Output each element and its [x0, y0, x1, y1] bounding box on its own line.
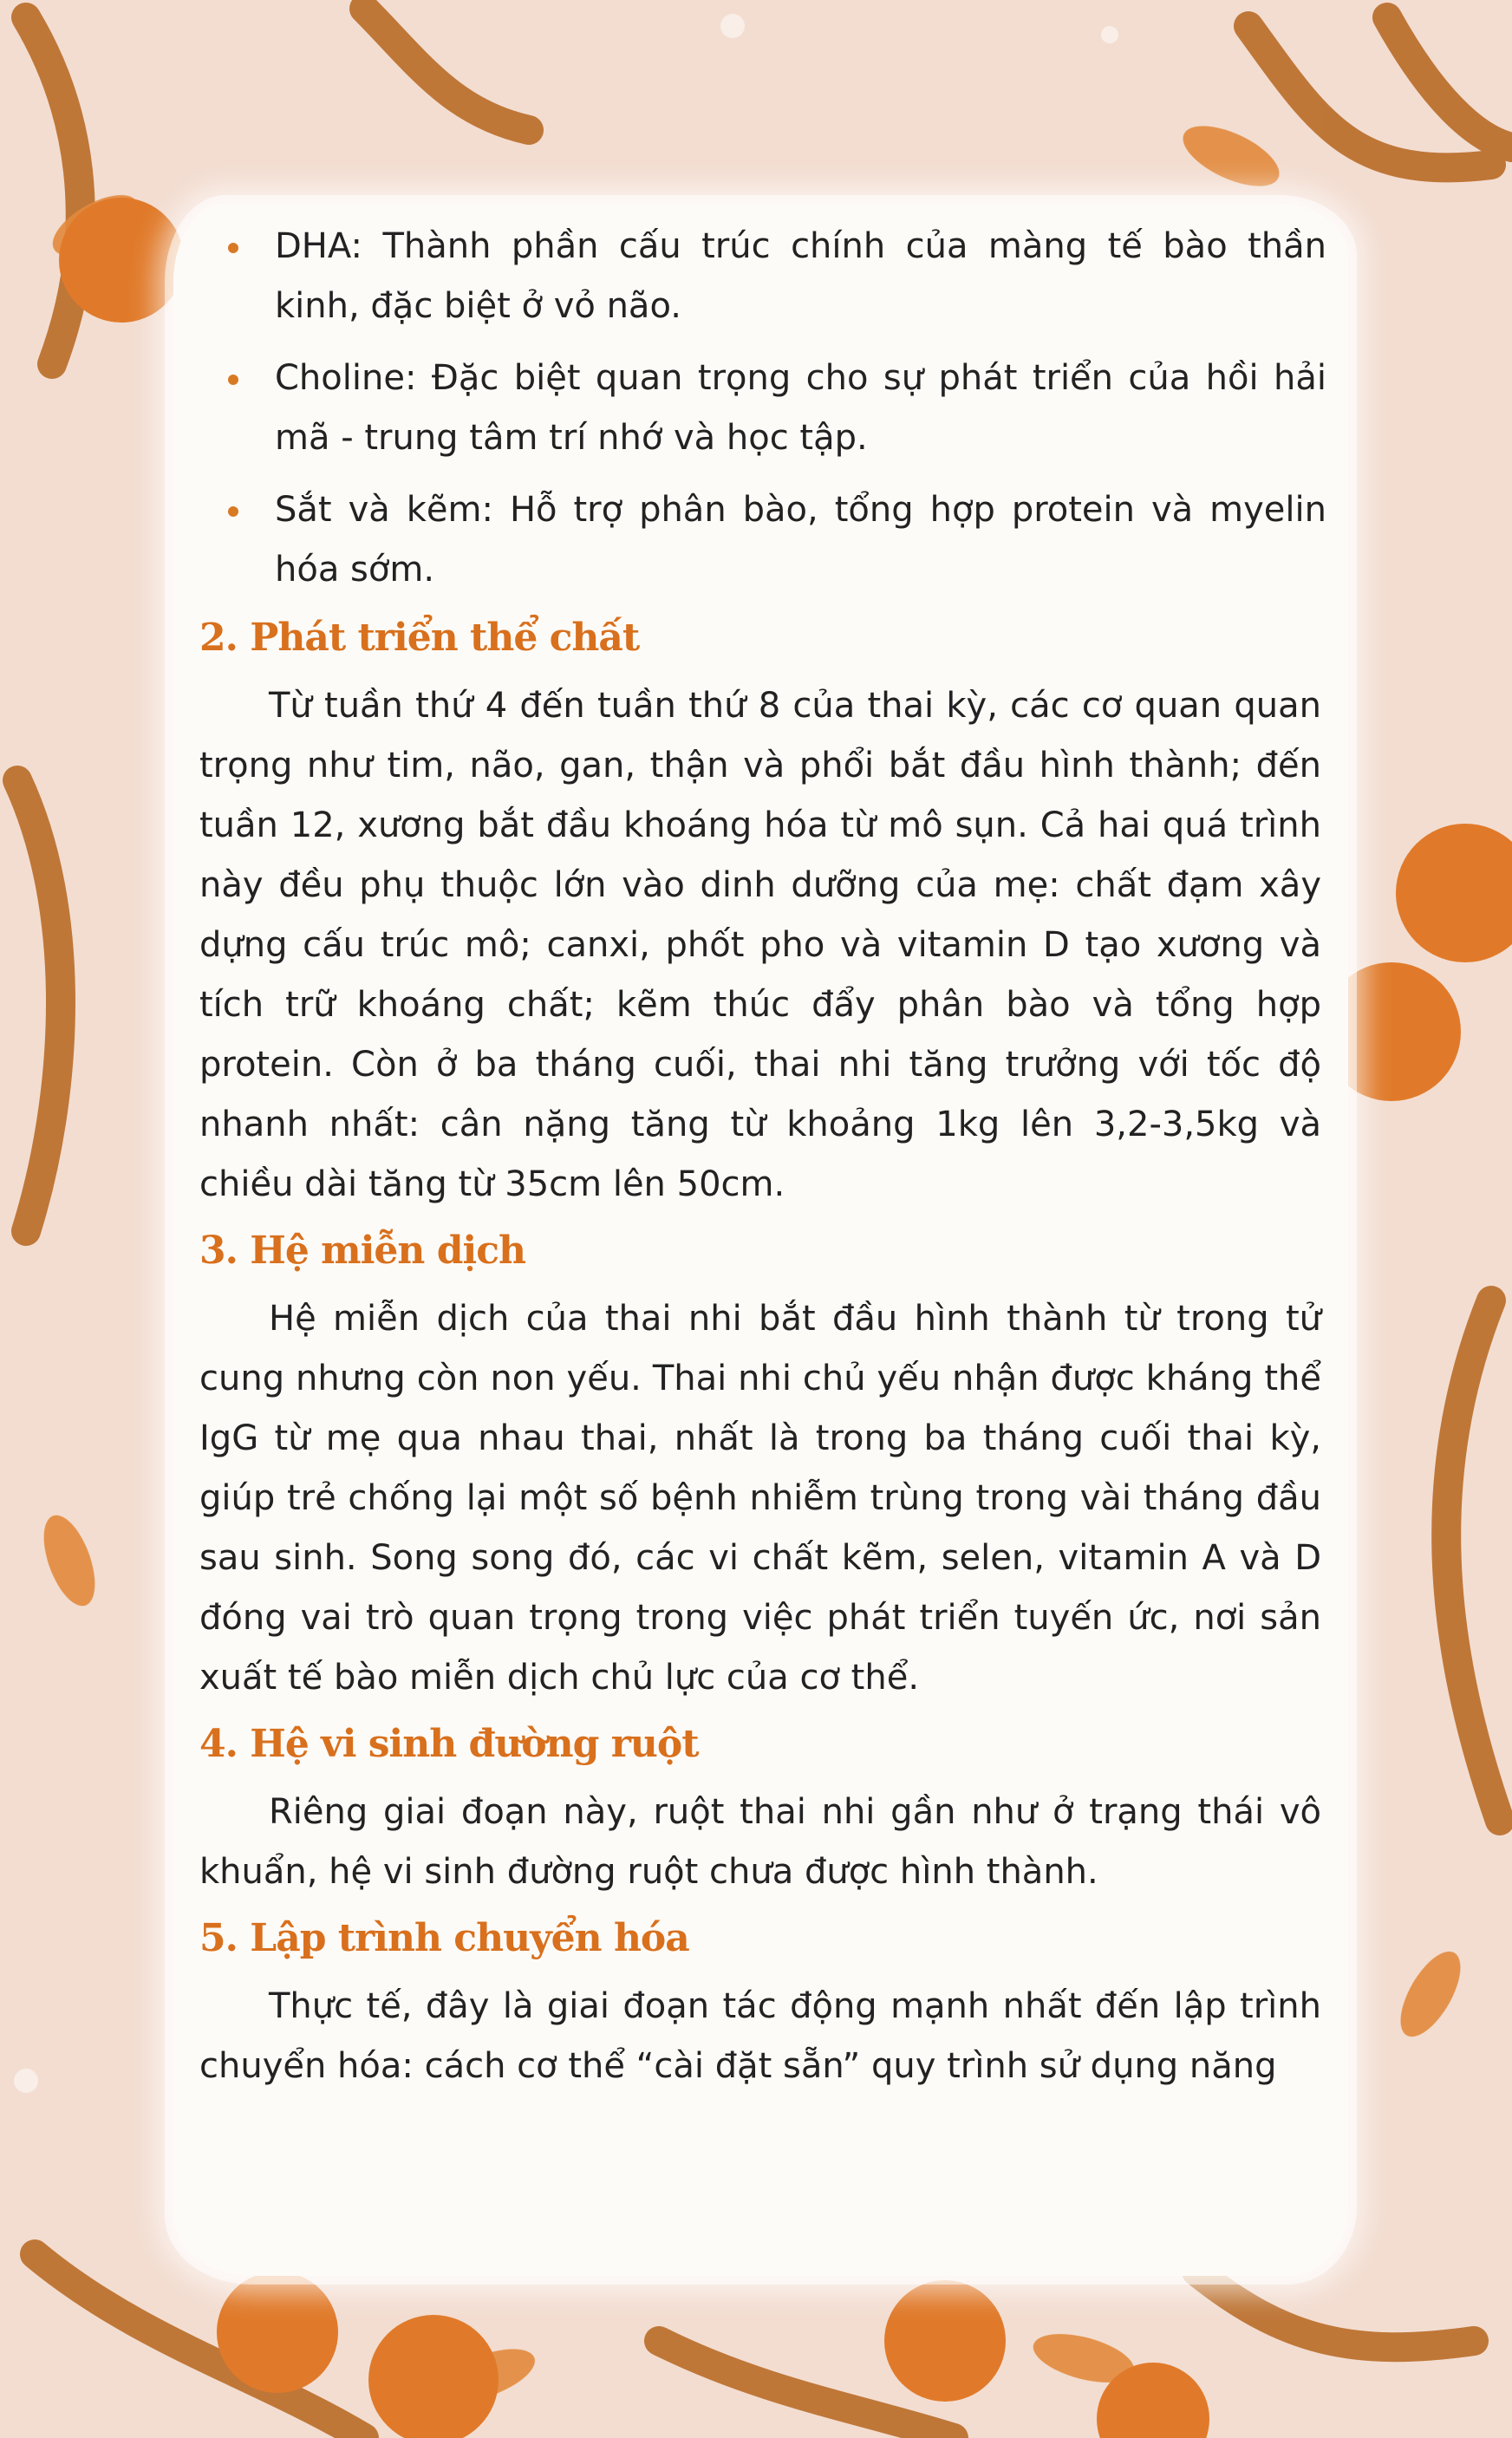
- section-paragraph-physical: Từ tuần thứ 4 đến tuần thứ 8 của thai kỳ, các cơ quan quan trọng như tim, não, gan, thận và phổi bắt đầu hình thành; đến tuần 12, xương bắt đầu khoáng hóa từ mô sụn. Cả hai quá trình này đều phụ thuộc lớn vào dinh dưỡng của mẹ: chất đạm xây dựng cấu trúc mô; canxi, phốt pho và vitamin D tạo xương và tích trữ khoáng chất; kẽm thúc đẩy phân bào và tổng hợp protein. Còn ở ba tháng cuối, thai nhi tăng trưởng với tốc độ nhanh nhất: cân nặng tăng từ khoảng 1kg lên 3,2-3,5kg và chiều dài tăng từ 35cm lên 50cm.: [199, 686, 1321, 1204]
- section-paragraph-metabolic: Thực tế, đây là giai đoạn tác động mạnh nhất đến lập trình chuyển hóa: cách cơ thể “cài đặt sẵn” quy trình sử dụng năng: [199, 1986, 1321, 2086]
- bullet-icon: [228, 506, 238, 517]
- section-heading-metabolic: 5. Lập trình chuyển hóa: [199, 1916, 689, 1960]
- section-heading-physical: 2. Phát triển thể chất: [199, 616, 640, 660]
- section-paragraph-microbiome: Riêng giai đoạn này, ruột thai nhi gần như ở trạng thái vô khuẩn, hệ vi sinh đường ruột chưa được hình thành.: [199, 1792, 1321, 1892]
- article-body: [191, 217, 1326, 2105]
- list-item-text: Sắt và kẽm: Hỗ trợ phân bào, tổng hợp protein và myelin hóa sớm.: [275, 490, 1326, 590]
- bullet-icon: [228, 243, 238, 253]
- section-heading-microbiome: 4. Hệ vi sinh đường ruột: [199, 1722, 699, 1766]
- list-item-choline: [191, 349, 1326, 468]
- nutrient-list: [191, 217, 1326, 600]
- list-item-text: DHA: Thành phần cấu trúc chính của màng tế bào thần kinh, đặc biệt ở vỏ não.: [275, 226, 1326, 326]
- list-item-iron-zinc: [191, 480, 1326, 600]
- section-heading-immune: 3. Hệ miễn dịch: [199, 1229, 525, 1273]
- list-item-text: Choline: Đặc biệt quan trọng cho sự phát triển của hồi hải mã - trung tâm trí nhớ và học tập.: [275, 358, 1326, 458]
- bullet-icon: [228, 375, 238, 385]
- list-item-dha: [191, 217, 1326, 336]
- section-paragraph-immune: Hệ miễn dịch của thai nhi bắt đầu hình thành từ trong tử cung nhưng còn non yếu. Thai nhi chủ yếu nhận được kháng thể IgG từ mẹ qua nhau thai, nhất là trong ba tháng cuối thai kỳ, giúp trẻ chống lại một số bệnh nhiễm trùng trong vài tháng đầu sau sinh. Song song đó, các vi chất kẽm, selen, vitamin A và D đóng vai trò quan trọng trong việc phát triển tuyến ức, nơi sản xuất tế bào miễn dịch chủ lực của cơ thể.: [199, 1299, 1321, 1698]
